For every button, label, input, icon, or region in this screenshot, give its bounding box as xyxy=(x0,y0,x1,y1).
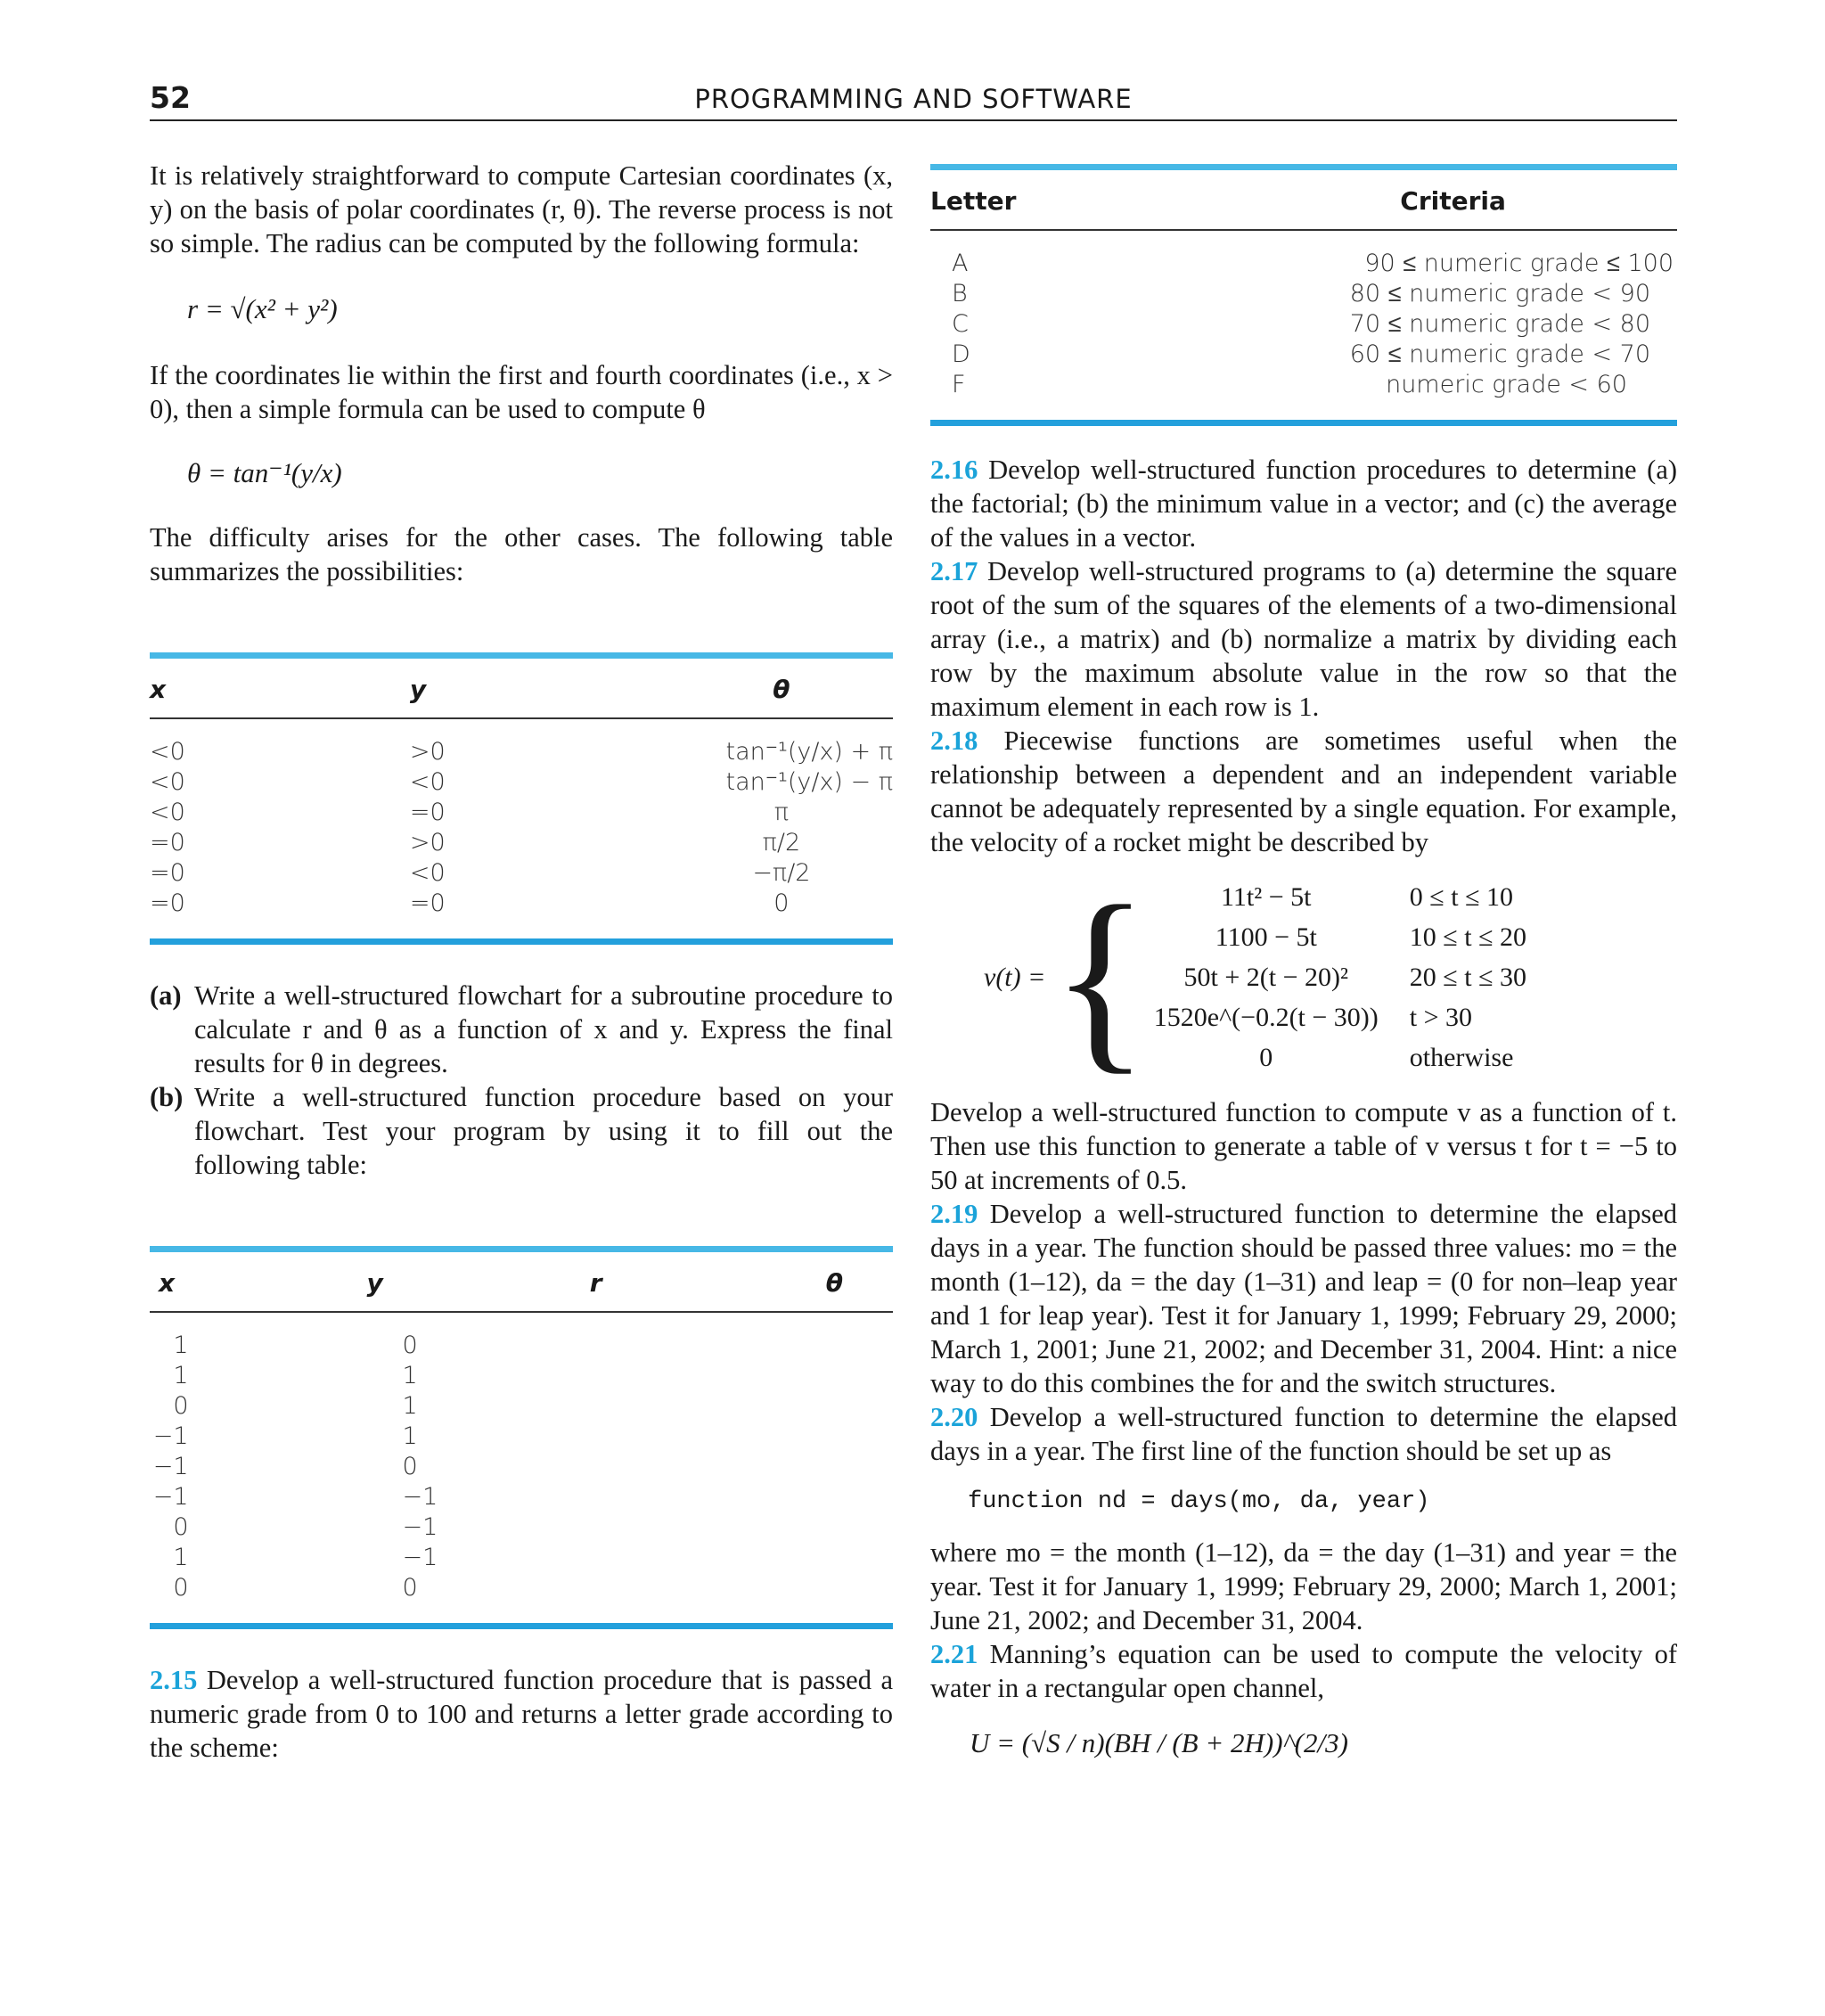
piecewise-equation xyxy=(984,863,1677,1091)
case-condition: t > 30 xyxy=(1409,1003,1473,1032)
table-cell: >0 xyxy=(409,738,446,766)
problem-2-16 xyxy=(930,453,1677,554)
table-cell xyxy=(789,1452,893,1482)
problem-text: Develop a well-structured function to determine the elapsed days in a year. The first line of the function should be set up as xyxy=(930,1402,1677,1466)
column-header: x xyxy=(150,659,410,718)
grade-table xyxy=(930,164,1677,426)
table-row xyxy=(930,370,1677,420)
table-cell: numeric grade < 60 xyxy=(1386,371,1627,398)
left-brace-icon: { xyxy=(1051,863,1150,1091)
table-row xyxy=(150,1422,893,1452)
function-signature-code: function nd = days(mo, da, year) xyxy=(968,1488,1430,1515)
problem-text: Develop a well-structured function procedure that is passed a numeric grade from 0 to 100 and returns a letter grade according to the scheme: xyxy=(150,1665,893,1763)
table-cell: −1 xyxy=(402,1544,438,1571)
case-expression: 1100 − 5t xyxy=(1215,922,1317,952)
piecewise-lhs: v(t) = xyxy=(984,962,1046,992)
case-expression: 1520e^(−0.2(t − 30)) xyxy=(1153,1003,1379,1032)
table-cell: tan⁻¹(y/x) + π xyxy=(725,738,893,766)
table-cell: 0 xyxy=(173,1392,189,1420)
table-cell xyxy=(581,1452,790,1482)
problem-2-21 xyxy=(930,1637,1677,1705)
table-cell: =0 xyxy=(409,889,446,917)
piecewise-case xyxy=(1150,917,1527,957)
table-cell: 0 xyxy=(402,1332,418,1359)
table-cell xyxy=(789,1422,893,1452)
problem-number: 2.20 xyxy=(930,1402,978,1432)
page-number: 52 xyxy=(150,80,191,115)
intro-paragraph: It is relatively straightforward to compute Cartesian coordinates (x, y) on the basis of polar coordinates (r, θ). The reverse process is not so simple. The radius can be computed by the following formula: xyxy=(150,160,893,258)
table-cell xyxy=(581,1543,790,1573)
part-b-label: (b) xyxy=(150,1082,184,1112)
page-header xyxy=(150,77,1677,121)
table-cell: 0 xyxy=(173,1513,189,1541)
column-header: Criteria xyxy=(1229,170,1677,230)
column-header: Letter xyxy=(930,170,1229,230)
table-cell: 0 xyxy=(402,1574,418,1602)
table-cell: 60 ≤ numeric grade < 70 xyxy=(1349,340,1650,368)
case-condition: 10 ≤ t ≤ 20 xyxy=(1409,922,1527,952)
column-header: θ xyxy=(789,1252,893,1312)
table-cell: =0 xyxy=(150,829,185,856)
table-cell: 70 ≤ numeric grade < 80 xyxy=(1349,310,1650,338)
problem-number: 2.18 xyxy=(930,725,978,756)
table-row xyxy=(930,230,1677,279)
table-cell: 1 xyxy=(402,1422,418,1450)
column-header: y xyxy=(410,659,670,718)
table-row xyxy=(150,1482,893,1512)
case-expression: 11t² − 5t xyxy=(1221,882,1312,912)
problem-2-20-continued: where mo = the month (1–12), da = the day (1–31) and year = the year. Test it for January 1, 1999; February 29, 2000; March 1, 2001; June 21, 2002; and December 31, 2004. xyxy=(930,1537,1677,1635)
table-row xyxy=(930,309,1677,340)
table-cell xyxy=(789,1391,893,1422)
problem-2-18 xyxy=(930,724,1677,859)
table-cell: 90 ≤ numeric grade ≤ 100 xyxy=(1364,250,1674,277)
table-cell: 1 xyxy=(173,1544,189,1571)
table-cell xyxy=(581,1361,790,1391)
part-a-label: (a) xyxy=(150,980,182,1011)
table-row xyxy=(150,798,893,828)
table-row xyxy=(150,889,893,938)
problem-2-19 xyxy=(930,1197,1677,1400)
table-cell: B xyxy=(952,280,968,307)
radius-equation-text: r = √(x² + y²) xyxy=(187,293,338,324)
angle-cases-table xyxy=(150,652,893,945)
problem-2-17 xyxy=(930,554,1677,724)
part-b-text: Write a well-structured function procedure based on your flowchart. Test your program by using it to fill out the following table: xyxy=(194,1082,893,1180)
table-cell: −π/2 xyxy=(752,859,811,887)
case-condition: 20 ≤ t ≤ 30 xyxy=(1409,963,1527,992)
table-cell: 1 xyxy=(402,1392,418,1420)
table-header-row xyxy=(150,1252,893,1312)
problem-part-a xyxy=(150,979,893,1080)
table-cell: π/2 xyxy=(762,829,801,856)
table-cell: =0 xyxy=(150,889,185,917)
table-cell: π xyxy=(773,799,790,826)
table-cell: >0 xyxy=(409,829,446,856)
table-row xyxy=(150,1512,893,1543)
table-header-row xyxy=(150,659,893,718)
table-row xyxy=(150,1452,893,1482)
table-cell xyxy=(789,1482,893,1512)
table-cell: <0 xyxy=(150,799,185,826)
table-row xyxy=(930,340,1677,370)
table-row xyxy=(150,1361,893,1391)
table-cell: 0 xyxy=(173,1574,189,1602)
difficulty-paragraph: The difficulty arises for the other cases. The following table summarizes the possibilities: xyxy=(150,522,893,586)
problem-number: 2.19 xyxy=(930,1199,978,1229)
piecewise-case xyxy=(1150,1037,1527,1078)
table-row xyxy=(150,1543,893,1573)
problem-number: 2.15 xyxy=(150,1665,198,1695)
table-row xyxy=(930,279,1677,309)
problem-2-15 xyxy=(150,1663,893,1765)
table-cell: 0 xyxy=(773,889,790,917)
table-cell xyxy=(581,1312,790,1361)
table-cell xyxy=(581,1573,790,1623)
table-row xyxy=(150,828,893,858)
table-cell xyxy=(789,1361,893,1391)
problem-number: 2.17 xyxy=(930,556,978,586)
right-column xyxy=(930,164,1677,1760)
table-cell: C xyxy=(952,310,969,338)
piecewise-case xyxy=(1150,877,1527,917)
table-cell: tan⁻¹(y/x) − π xyxy=(725,768,893,796)
table-cell: −1 xyxy=(152,1453,189,1480)
problem-number: 2.21 xyxy=(930,1639,978,1669)
table-row xyxy=(150,1312,893,1361)
column-header: r xyxy=(581,1252,790,1312)
table-cell xyxy=(789,1512,893,1543)
problem-text: Develop well-structured function procedures to determine (a) the factorial; (b) the minimum value in a vector; and (c) the average of the values in a vector. xyxy=(930,455,1678,553)
table-cell xyxy=(581,1422,790,1452)
running-title: PROGRAMMING AND SOFTWARE xyxy=(694,84,1133,114)
case-condition: otherwise xyxy=(1409,1043,1514,1072)
problem-2-18-continued: Develop a well-structured function to compute v as a function of t. Then use this function to generate a table of v versus t for t = −5 to 50 at increments of 0.5. xyxy=(930,1097,1677,1195)
table-cell: =0 xyxy=(150,859,185,887)
problem-number: 2.16 xyxy=(930,455,978,485)
part-a-text: Write a well-structured flowchart for a subroutine procedure to calculate r and θ as a function of x and y. Express the final results for θ in degrees. xyxy=(194,980,893,1078)
table-cell xyxy=(581,1391,790,1422)
problem-text: Develop a well-structured function to determine the elapsed days in a year. The function should be passed three values: mo = the month (1–12), da = the day (1–31) and leap = (0 for non–leap year and 1 for leap year). Test it for January 1, 1999; February 29, 2000; March 1, 2001; June 21, 2002; and December 31, 2004. Hint: a nice way to do this combines the for and the switch structures. xyxy=(930,1199,1677,1398)
table-cell: 1 xyxy=(173,1332,189,1359)
table-cell: 0 xyxy=(402,1453,418,1480)
table-cell: −1 xyxy=(402,1513,438,1541)
table-cell: D xyxy=(952,340,970,368)
theta-equation xyxy=(187,456,893,490)
piecewise-case xyxy=(1150,957,1527,997)
problem-text: Piecewise functions are sometimes useful when the relationship between a dependent and an independent variable cannot be adequately represented by a single equation. For example, the velocity of a rocket might be described by xyxy=(930,725,1677,857)
radius-equation xyxy=(187,292,893,326)
test-values-table xyxy=(150,1246,893,1629)
table-cell xyxy=(789,1543,893,1573)
table-cell: −1 xyxy=(152,1422,189,1450)
column-header: y xyxy=(358,1252,581,1312)
manning-equation-text: U = (√S / n)(BH / (B + 2H))^(2/3) xyxy=(970,1727,1348,1758)
piecewise-case xyxy=(1150,997,1527,1037)
problem-text: Manning’s equation can be used to compute the velocity of water in a rectangular open channel, xyxy=(930,1639,1677,1703)
table-cell xyxy=(789,1312,893,1361)
problem-part-b xyxy=(150,1080,893,1182)
table-cell: <0 xyxy=(150,768,185,796)
first-fourth-paragraph: If the coordinates lie within the first and fourth coordinates (i.e., x > 0), then a simple formula can be used to compute θ xyxy=(150,360,893,424)
table-cell: 1 xyxy=(173,1362,189,1389)
table-row xyxy=(150,1573,893,1623)
case-condition: 0 ≤ t ≤ 10 xyxy=(1409,882,1514,912)
table-row xyxy=(150,1391,893,1422)
piecewise-cases xyxy=(1150,877,1527,1078)
table-cell: =0 xyxy=(409,799,446,826)
table-row xyxy=(150,718,893,767)
table-cell: <0 xyxy=(409,859,446,887)
problem-text: Develop well-structured programs to (a) determine the square root of the sum of the squares of the elements of a two-dimensional array (i.e., a matrix) and (b) normalize a matrix by dividing each row by the maximum absolute value in the row so that the maximum element in each row is 1. xyxy=(930,556,1677,722)
table-cell: A xyxy=(952,250,969,277)
table-cell: −1 xyxy=(152,1483,189,1511)
column-header: θ xyxy=(670,659,893,718)
case-expression: 0 xyxy=(1259,1043,1273,1072)
case-expression: 50t + 2(t − 20)² xyxy=(1183,963,1349,992)
table-header-row xyxy=(930,170,1677,230)
table-cell: 80 ≤ numeric grade < 90 xyxy=(1349,280,1650,307)
table-cell: −1 xyxy=(402,1483,438,1511)
table-cell xyxy=(581,1482,790,1512)
table-cell: <0 xyxy=(150,738,185,766)
manning-equation xyxy=(970,1726,1677,1760)
table-cell: 1 xyxy=(402,1362,418,1389)
table-row xyxy=(150,858,893,889)
left-column xyxy=(150,159,893,1765)
table-cell xyxy=(581,1512,790,1543)
table-cell: F xyxy=(952,371,966,398)
table-row xyxy=(150,767,893,798)
problem-2-20 xyxy=(930,1400,1677,1468)
column-header: x xyxy=(150,1252,358,1312)
table-cell: <0 xyxy=(409,768,446,796)
theta-equation-text: θ = tan⁻¹(y/x) xyxy=(187,457,342,488)
table-cell xyxy=(789,1573,893,1623)
